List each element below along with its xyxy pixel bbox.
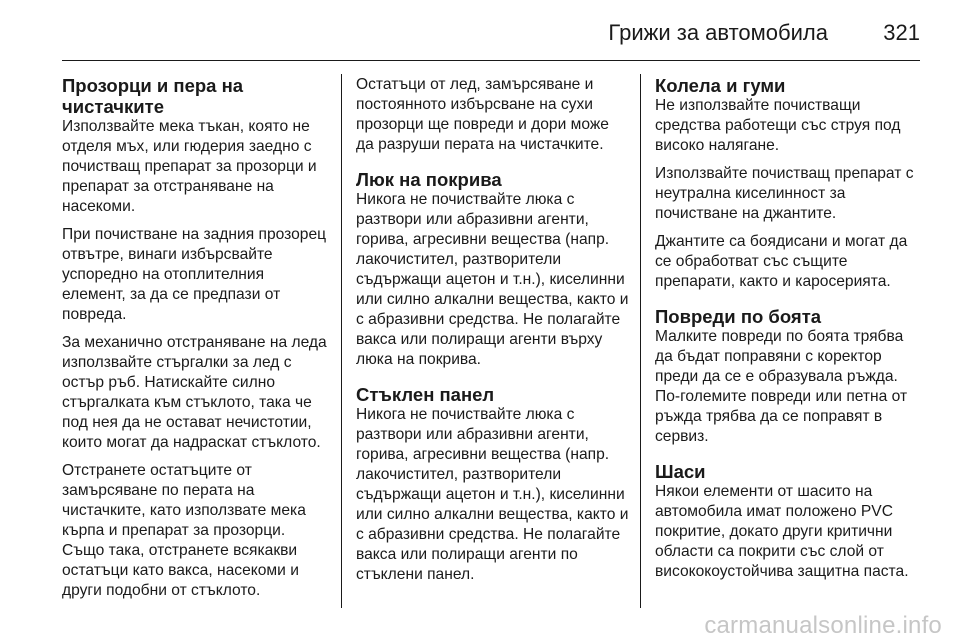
section-underbody	[655, 461, 923, 582]
paragraph: Използвайте почистващ препарат с неутрална киселинност за почистване на джантите.	[655, 165, 914, 222]
header-rule	[62, 60, 920, 61]
section-heading: Повреди по боята	[655, 306, 822, 327]
paragraph: Използвайте мека тъкан, която не отделя мъх, или гюдерия заедно с почистващ препарат за прозорци и препарат за отстраняване на насекоми.	[62, 118, 317, 215]
paragraph: За механично отстраняване на леда използвайте стъргалки за лед с остър ръб. Натискайте силно стъргалката към стъклото, така че под нея да не остават нечистотии, които могат да надраскат стъклото.	[62, 334, 327, 451]
section-paint-damage	[655, 306, 923, 447]
paragraph: Никога не почиствайте люка с разтвори или абразивни агенти, горива, агресивни вещества (напр. лакочистител, разтворители съдържащи ацетон и т.н.), киселинни или силно алкални вещества, както и с абразивни средства. Не полагайте вакса или полиращи агенти по стъклени панел.	[356, 406, 629, 583]
paragraph: Не използвайте почистващи средства работещи със струя под високо налягане.	[655, 97, 901, 154]
column-2	[356, 75, 630, 599]
column-divider	[341, 74, 342, 608]
column-3	[655, 75, 923, 596]
watermark: carmanualsonline.info	[704, 612, 942, 639]
paragraph: Джантите са боядисани и могат да се обработват със същите препарати, както и каросерията.	[655, 233, 908, 290]
paragraph: Отстранете остатъците от замърсяване по перата на чистачките, като използвате мека кърпа и препарат за прозорци. Също така, отстранете всякакви остатъци като вакса, насекоми и други подобни от стъклото.	[62, 462, 306, 599]
section-heading: Стъклен панел	[356, 384, 495, 405]
column-divider	[640, 74, 641, 608]
section-sunroof	[356, 169, 630, 370]
section-heading: Люк на покрива	[356, 169, 502, 190]
section-glass-panel	[356, 384, 630, 585]
section-heading: Шаси	[655, 461, 706, 482]
paragraph: Малките повреди по боята трябва да бъдат поправяни с коректор преди да се е образувала ръжда. По-големите повреди или петна от ръжда трябва да се поправят в сервиз.	[655, 328, 908, 445]
paragraph: Някои елементи от шасито на автомобила имат положено PVC покритие, докато други критични области са покрити със слой от висококоустойчива защитна паста.	[655, 483, 909, 580]
paragraph: Остатъци от лед, замърсяване и постоянното избърсване на сухи прозорци ще повреди и дори може да разруши перата на чистачките.	[356, 76, 609, 153]
chapter-title: Грижи за автомобила	[608, 20, 828, 45]
section-continuation	[356, 75, 630, 155]
page-number: 321	[883, 20, 920, 45]
section-heading: Прозорци и пера на чистачките	[62, 75, 244, 117]
page-header	[62, 16, 920, 50]
section-windows-wipers	[62, 75, 330, 601]
paragraph: При почистване на задния прозорец отвътре, винаги избърсвайте успоредно на отоплителния елемент, за да се предпази от повреда.	[62, 226, 327, 323]
section-heading: Колела и гуми	[655, 75, 786, 96]
column-1	[62, 75, 330, 615]
paragraph: Никога не почиствайте люка с разтвори или абразивни агенти, горива, агресивни вещества (напр. лакочистител, разтворители съдържащи ацетон и т.н.), киселинни или силно алкални вещества, както и с абразивни средства. Не полагайте вакса или полиращи агенти върху люка на покрива.	[356, 191, 629, 368]
section-wheels-tyres	[655, 75, 923, 292]
